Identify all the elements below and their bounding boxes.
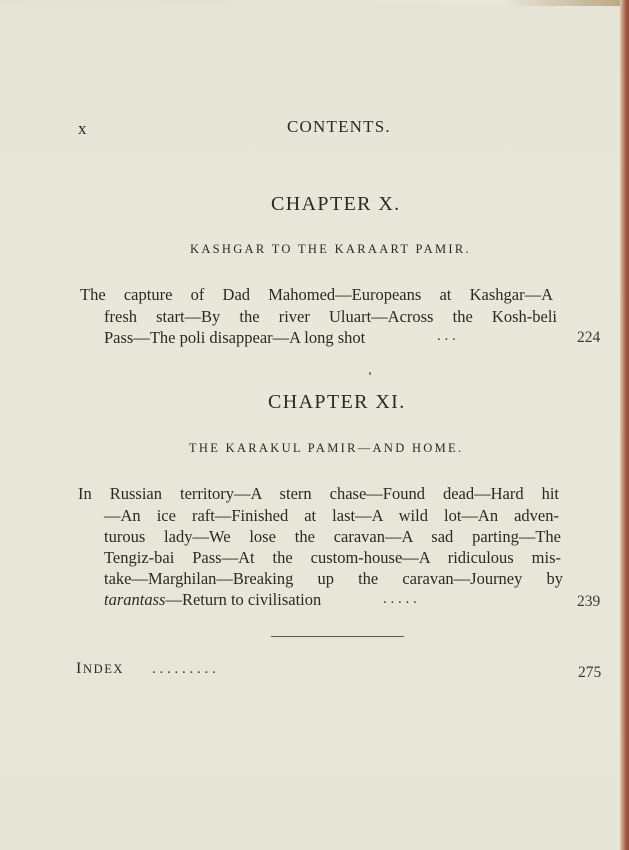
toc-line: In Russian territory—A stern chase—Found dead—Hard hit (78, 484, 559, 503)
index-label (76, 660, 124, 678)
paper-mark (369, 372, 371, 375)
toc-line-rest: —Return to civilisation (165, 590, 322, 609)
toc-page-number: 224 (577, 329, 601, 346)
toc-page-number: 275 (578, 664, 602, 681)
section-divider (271, 636, 404, 637)
toc-line: take—Marghilan—Breaking up the caravan—Journey by (104, 569, 563, 588)
toc-line: Tengiz-bai Pass—At the custom-house—A ridiculous mis- (104, 548, 561, 567)
chapter-heading: CHAPTER X. (271, 193, 401, 215)
toc-line: Pass—The poli disappear—A long shot (104, 328, 366, 347)
page-number-roman: x (78, 119, 88, 138)
running-title: CONTENTS. (287, 117, 391, 136)
dot-leader: . . . . . (383, 591, 417, 607)
toc-line-last (104, 590, 321, 610)
index-label-text: INDEX (76, 660, 125, 677)
dot-leader: . . . . . . . . . (152, 661, 216, 677)
chapter-heading: CHAPTER XI. (268, 391, 406, 413)
toc-page-number: 239 (577, 593, 601, 610)
dot-leader: . . . (437, 328, 456, 344)
book-cover-edge (620, 0, 629, 850)
page-top-edge (0, 0, 629, 6)
toc-line: —An ice raft—Finished at last—A wild lot—An adven- (104, 506, 559, 525)
chapter-subtitle: THE KARAKUL PAMIR—AND HOME. (189, 441, 464, 455)
italic-term: tarantass (104, 590, 166, 609)
toc-line: The capture of Dad Mahomed—Europeans at Kashgar—A (80, 285, 553, 304)
toc-line: fresh start—By the river Uluart—Across the Kosh-beli (104, 307, 557, 326)
toc-line: turous lady—We lose the caravan—A sad parting—The (104, 527, 561, 546)
chapter-subtitle: KASHGAR TO THE KARAART PAMIR. (190, 242, 471, 256)
